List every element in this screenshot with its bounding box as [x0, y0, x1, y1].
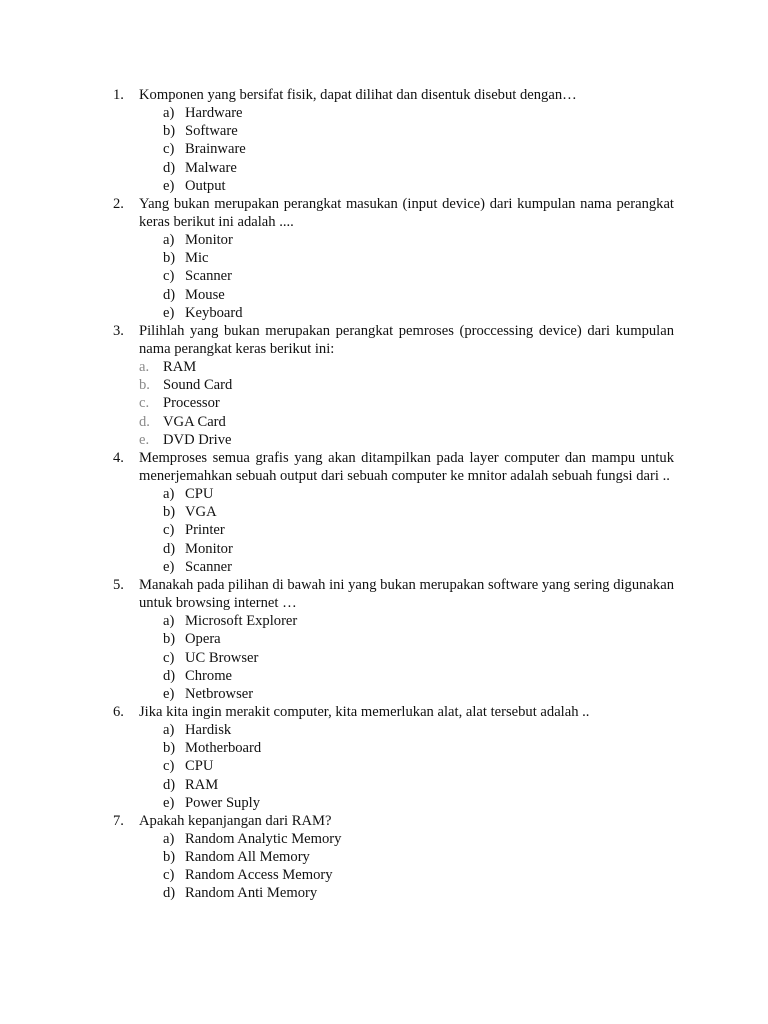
question-3: [113, 322, 674, 358]
answer-option: [163, 267, 674, 285]
option-letter: e): [163, 794, 175, 811]
option-text: Netbrowser: [185, 685, 254, 702]
option-text: Opera: [185, 631, 221, 648]
option-letter: a): [163, 613, 175, 630]
option-text: Sound Card: [163, 377, 233, 394]
option-text: Malware: [185, 159, 237, 176]
answer-option: [163, 757, 674, 775]
answer-option: [163, 830, 674, 848]
option-letter: e): [163, 177, 175, 194]
answer-option: [139, 358, 674, 376]
option-text: VGA Card: [163, 413, 226, 430]
option-text: RAM: [163, 359, 197, 376]
question-7: [113, 812, 674, 830]
question-2: [113, 195, 674, 231]
question-text: Yang bukan merupakan perangkat masukan (input device) dari kumpulan nama perangkat keras berikut ini adalah ....: [139, 195, 674, 231]
answer-option: [163, 667, 674, 685]
answer-option: [163, 540, 674, 558]
option-letter: c): [163, 522, 175, 539]
question-number: 6.: [113, 703, 124, 720]
answer-option: [163, 630, 674, 648]
answer-option: [163, 286, 674, 304]
answer-option: [163, 231, 674, 249]
answer-option: [163, 649, 674, 667]
question-text: Jika kita ingin merakit computer, kita memerlukan alat, alat tersebut adalah ..: [139, 703, 590, 720]
option-letter: a): [163, 722, 175, 739]
option-letter: b): [163, 250, 176, 267]
answer-option: [163, 159, 674, 177]
option-text: Scanner: [185, 268, 233, 285]
question-6: [113, 703, 674, 721]
question-number: 1.: [113, 87, 124, 103]
answer-option: [163, 521, 674, 539]
question-text: Apakah kepanjangan dari RAM?: [139, 812, 332, 829]
question-list: [113, 86, 674, 903]
option-letter: c.: [139, 395, 150, 412]
option-text: RAM: [185, 776, 219, 793]
option-letter: d): [163, 540, 176, 557]
answer-option: [163, 140, 674, 158]
option-letter: a): [163, 830, 175, 847]
option-letter: d.: [139, 413, 150, 430]
option-text: Mouse: [185, 286, 225, 303]
question-number: 5.: [113, 576, 124, 593]
option-text: Monitor: [185, 232, 233, 249]
option-text: Random Analytic Memory: [185, 830, 342, 847]
option-letter: c): [163, 268, 175, 285]
option-letter: c): [163, 867, 175, 884]
question-4: [113, 449, 674, 485]
option-text: Processor: [163, 395, 220, 412]
answer-option: [163, 104, 674, 122]
option-text: Hardisk: [185, 722, 232, 739]
answer-option: [163, 848, 674, 866]
answer-option: [163, 739, 674, 757]
question-1: [113, 86, 674, 104]
option-letter: e): [163, 558, 175, 575]
option-letter: c): [163, 758, 175, 775]
option-text: DVD Drive: [163, 431, 232, 448]
question-number: 4.: [113, 449, 124, 466]
option-letter: b): [163, 123, 176, 140]
answer-option: [163, 612, 674, 630]
question-text: Komponen yang bersifat fisik, dapat dilihat dan disentuk disebut dengan…: [139, 87, 577, 103]
option-letter: b): [163, 740, 176, 757]
option-text: Power Suply: [185, 794, 260, 811]
answer-option: [163, 721, 674, 739]
question-text: Manakah pada pilihan di bawah ini yang bukan merupakan software yang sering digunakan untuk browsing internet …: [139, 576, 674, 612]
option-letter: e): [163, 304, 175, 321]
option-letter: e.: [139, 431, 150, 448]
question-number: 7.: [113, 812, 124, 829]
option-letter: b): [163, 504, 176, 521]
option-text: Scanner: [185, 558, 233, 575]
answer-option: [163, 558, 674, 576]
option-letter: a): [163, 232, 175, 249]
question-number: 3.: [113, 322, 124, 339]
option-text: Random All Memory: [185, 849, 310, 866]
question-number: 2.: [113, 195, 124, 212]
option-text: Random Access Memory: [185, 867, 333, 884]
option-letter: c): [163, 649, 175, 666]
option-letter: b.: [139, 377, 150, 394]
answer-option: [163, 776, 674, 794]
option-letter: c): [163, 141, 175, 158]
option-text: CPU: [185, 758, 214, 775]
answer-option: [163, 177, 674, 195]
option-text: CPU: [185, 486, 214, 503]
question-text: Memproses semua grafis yang akan ditampilkan pada layer computer dan mampu untuk menerjemahkan sebuah output dari sebuah computer ke mnitor adalah sebuah fungsi dari ..: [139, 449, 674, 485]
option-letter: d): [163, 667, 176, 684]
option-text: Monitor: [185, 540, 233, 557]
question-text: Pilihlah yang bukan merupakan perangkat pemroses (proccessing device) dari kumpulan nama perangkat keras berikut ini:: [139, 322, 674, 358]
option-text: Brainware: [185, 141, 246, 158]
option-letter: a): [163, 486, 175, 503]
option-text: Mic: [185, 250, 209, 267]
option-letter: d): [163, 159, 176, 176]
option-text: Motherboard: [185, 740, 262, 757]
answer-option: [163, 866, 674, 884]
answer-option: [163, 122, 674, 140]
answer-option: [139, 413, 674, 431]
answer-option: [163, 485, 674, 503]
answer-option: [163, 304, 674, 322]
answer-option: [163, 503, 674, 521]
option-text: Hardware: [185, 105, 243, 122]
answer-option: [163, 884, 674, 902]
answer-option: [163, 249, 674, 267]
option-text: Printer: [185, 522, 225, 539]
option-text: UC Browser: [185, 649, 259, 666]
option-text: Chrome: [185, 667, 233, 684]
option-letter: d): [163, 286, 176, 303]
option-letter: b): [163, 849, 176, 866]
option-letter: a): [163, 105, 175, 122]
answer-option: [163, 685, 674, 703]
option-letter: d): [163, 776, 176, 793]
option-letter: d): [163, 885, 176, 902]
option-letter: a.: [139, 359, 150, 376]
option-text: VGA: [185, 504, 217, 521]
option-letter: b): [163, 631, 176, 648]
option-letter: e): [163, 685, 175, 702]
option-text: Keyboard: [185, 304, 243, 321]
option-text: Software: [185, 123, 238, 140]
option-text: Output: [185, 177, 226, 194]
answer-option: [163, 794, 674, 812]
answer-option: [139, 376, 674, 394]
question-5: [113, 576, 674, 612]
answer-option: [139, 431, 674, 449]
option-text: Microsoft Explorer: [185, 613, 298, 630]
answer-option: [139, 394, 674, 412]
option-text: Random Anti Memory: [185, 885, 318, 902]
